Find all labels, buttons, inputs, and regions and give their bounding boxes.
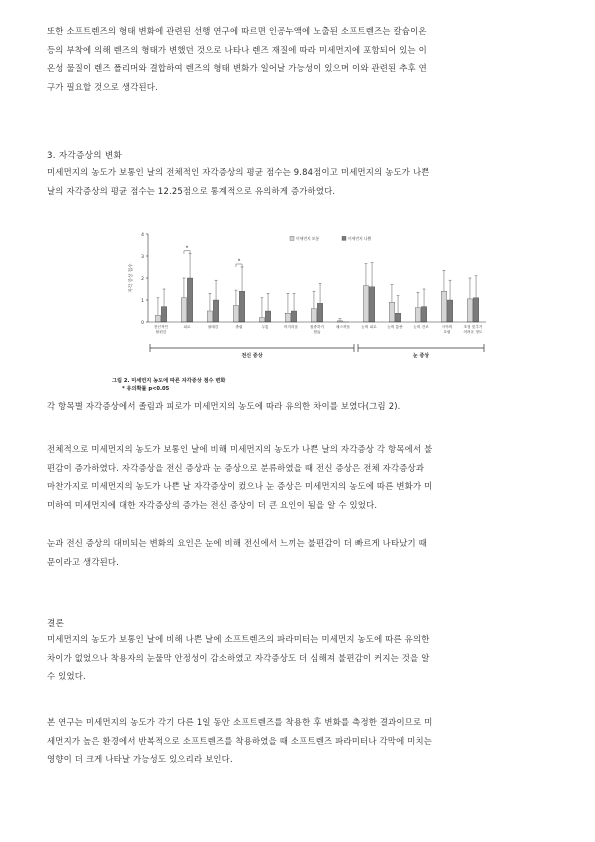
paragraph-significance — [47, 397, 550, 416]
text-line: 눈과 전신 증상의 대비되는 변화의 요인은 눈에 비해 전신에서 느끼는 불편감이 더 빠르게 나타났기 때 — [47, 538, 427, 548]
x-tick-label: 어지러움 — [283, 325, 299, 329]
text-line: 미세먼지의 농도가 보통인 날의 전체적인 자각증상의 평균 점수는 9.84점이고 미세먼지의 농도가 나쁜 — [47, 167, 430, 177]
x-tick-label: 피로 — [183, 325, 191, 329]
text-line: 문이라고 생각된다. — [47, 556, 120, 567]
x-tick-label: 눈의 피로 — [361, 325, 377, 329]
text-line: 미세먼지의 농도가 보통인 날에 비해 나쁜 날에 소프트렌즈의 파라미터는 미세먼지 농도에 따른 유의한 — [47, 634, 430, 644]
text-line: 수 있었다. — [47, 671, 86, 682]
paragraph-conclusion — [47, 630, 550, 686]
x-tick-label: 시야의 — [441, 325, 453, 329]
y-tick-label: 3 — [141, 254, 144, 260]
bar — [265, 311, 271, 322]
text-line: 온성 물질이 렌즈 폴리머와 결합하여 렌즈의 형태 변화가 일어날 가능성이 있으며 이와 관련된 추후 연 — [47, 63, 427, 74]
text-line: 또한 소프트렌즈의 형태 변화에 관련된 선행 연구에 따르면 인공누액에 노출된 소프트렌즈는 칼슘이온 — [47, 26, 427, 36]
bar — [181, 298, 187, 322]
bar — [285, 313, 291, 322]
bar — [421, 307, 427, 322]
bar — [155, 315, 161, 322]
chart-svg — [118, 226, 490, 376]
group-label: 전신 증상 — [241, 353, 263, 359]
x-tick-label: 눈의 건조 — [413, 325, 429, 329]
bar — [161, 307, 167, 322]
paragraph-outlook — [47, 713, 550, 769]
bar — [447, 300, 453, 322]
y-tick-label: 1 — [141, 298, 144, 304]
bar — [187, 278, 193, 322]
text-line: 본 연구는 미세먼지의 농도가 각기 다른 1일 동안 소프트렌즈를 착용한 후 변화를 측정한 결과이므로 미 — [47, 717, 433, 727]
text-line: 차이가 없었으나 착용자의 눈물막 안정성이 감소하였고 자각증상도 더 심해져 불편감이 커지는 것을 알 — [47, 652, 430, 663]
bar — [317, 303, 323, 322]
y-tick-label: 4 — [141, 232, 144, 238]
significance-mark: * — [237, 258, 241, 265]
section-heading: 3. 자각증상의 변화 — [47, 151, 123, 161]
text-line: 전체적으로 미세먼지의 농도가 보통인 날에 비해 미세먼지의 농도가 나쁜 날의 자각증상 각 항목에서 불 — [47, 444, 433, 454]
bar — [291, 311, 297, 322]
text-line: 마찬가지로 미세먼지의 농도가 나쁜 날 자각증상이 컸으나 눈 증상은 미세먼지의 농도에 따른 변화가 미 — [47, 481, 433, 492]
figure-caption-note: * 유의확률 p<0.05 — [122, 386, 170, 392]
paragraph-lens-shape — [47, 22, 550, 96]
bar — [311, 309, 317, 322]
bar — [389, 302, 395, 322]
x-tick-label: 메스꺼움 — [335, 325, 351, 329]
text-line: 등의 부착에 의해 렌즈의 형태가 변했던 것으로 나타나 렌즈 재질에 따라 미세먼지에 포함되어 있는 이 — [47, 44, 427, 55]
bar — [213, 300, 219, 322]
bar — [239, 291, 245, 322]
significance-mark: * — [185, 245, 189, 252]
bar — [363, 286, 369, 322]
bar — [207, 311, 213, 322]
x-tick-label: 힘듦 — [313, 330, 321, 334]
x-tick-label: 눈의 통증 — [387, 325, 403, 329]
figure-2 — [118, 226, 490, 386]
x-tick-label: 불편감 — [155, 330, 167, 334]
text-line: 세먼지가 높은 환경에서 반복적으로 소프트렌즈를 착용하였을 때 소프트렌즈 파라미터나 각막에 미치는 — [47, 735, 433, 746]
x-tick-label: 졸림 — [235, 325, 243, 329]
y-axis-title: 자각 증상 점수 — [129, 263, 134, 293]
x-tick-label: 집중하기 — [309, 325, 325, 329]
legend-swatch — [342, 236, 346, 240]
bar — [441, 291, 447, 322]
bar — [467, 299, 473, 322]
symptom-bar-chart — [118, 226, 490, 376]
paragraph-overall — [47, 440, 550, 514]
bar — [233, 306, 239, 323]
x-tick-label: 초점 맞추기 — [463, 325, 483, 329]
y-tick-label: 2 — [141, 276, 144, 282]
y-tick-label: 0 — [141, 320, 144, 326]
text-line: 영향이 더 크게 나타날 가능성도 있으리라 보인다. — [47, 754, 233, 765]
figure-caption: 그림 2. 미세먼지 농도에 따른 자각증상 점수 변화 — [112, 378, 226, 384]
bar — [473, 298, 479, 322]
x-tick-label: 권태감 — [207, 325, 219, 329]
text-line: 각 항목별 자각증상에서 졸림과 피로가 미세먼지의 농도에 따라 유의한 차이를 보였다(그림 2). — [47, 401, 401, 411]
bar — [259, 318, 265, 322]
legend-swatch — [290, 236, 294, 240]
text-line: 미하여 미세먼지에 대한 자각증상의 증가는 전신 증상이 더 큰 요인이 됨을 알 수 있었다. — [47, 499, 378, 510]
legend-label: 미세먼지 나쁨 — [348, 236, 372, 241]
x-tick-label: 두통 — [261, 325, 269, 329]
x-tick-label: 어려운 정도 — [463, 330, 483, 334]
bar — [369, 287, 375, 322]
bar — [395, 313, 401, 322]
text-line: 날의 자각증상의 평균 점수는 12.25점으로 통계적으로 유의하게 증가하였다. — [47, 185, 336, 196]
bar — [415, 308, 421, 322]
group-label: 눈 증상 — [412, 353, 430, 359]
text-line: 구가 필요할 것으로 생각된다. — [47, 81, 158, 92]
x-tick-label: 전신적인 — [153, 325, 169, 329]
paragraph-contrast — [47, 534, 550, 571]
x-tick-label: 흐림 — [443, 330, 451, 334]
text-line: 편감이 증가하였다. 자각증상을 전신 증상과 눈 증상으로 분류하였을 때 전신 증상은 전체 자각증상과 — [47, 462, 425, 473]
legend-label: 미세먼지 보통 — [296, 236, 320, 241]
paragraph-symptom-score — [47, 163, 550, 200]
conclusion-heading: 결론 — [47, 619, 65, 629]
